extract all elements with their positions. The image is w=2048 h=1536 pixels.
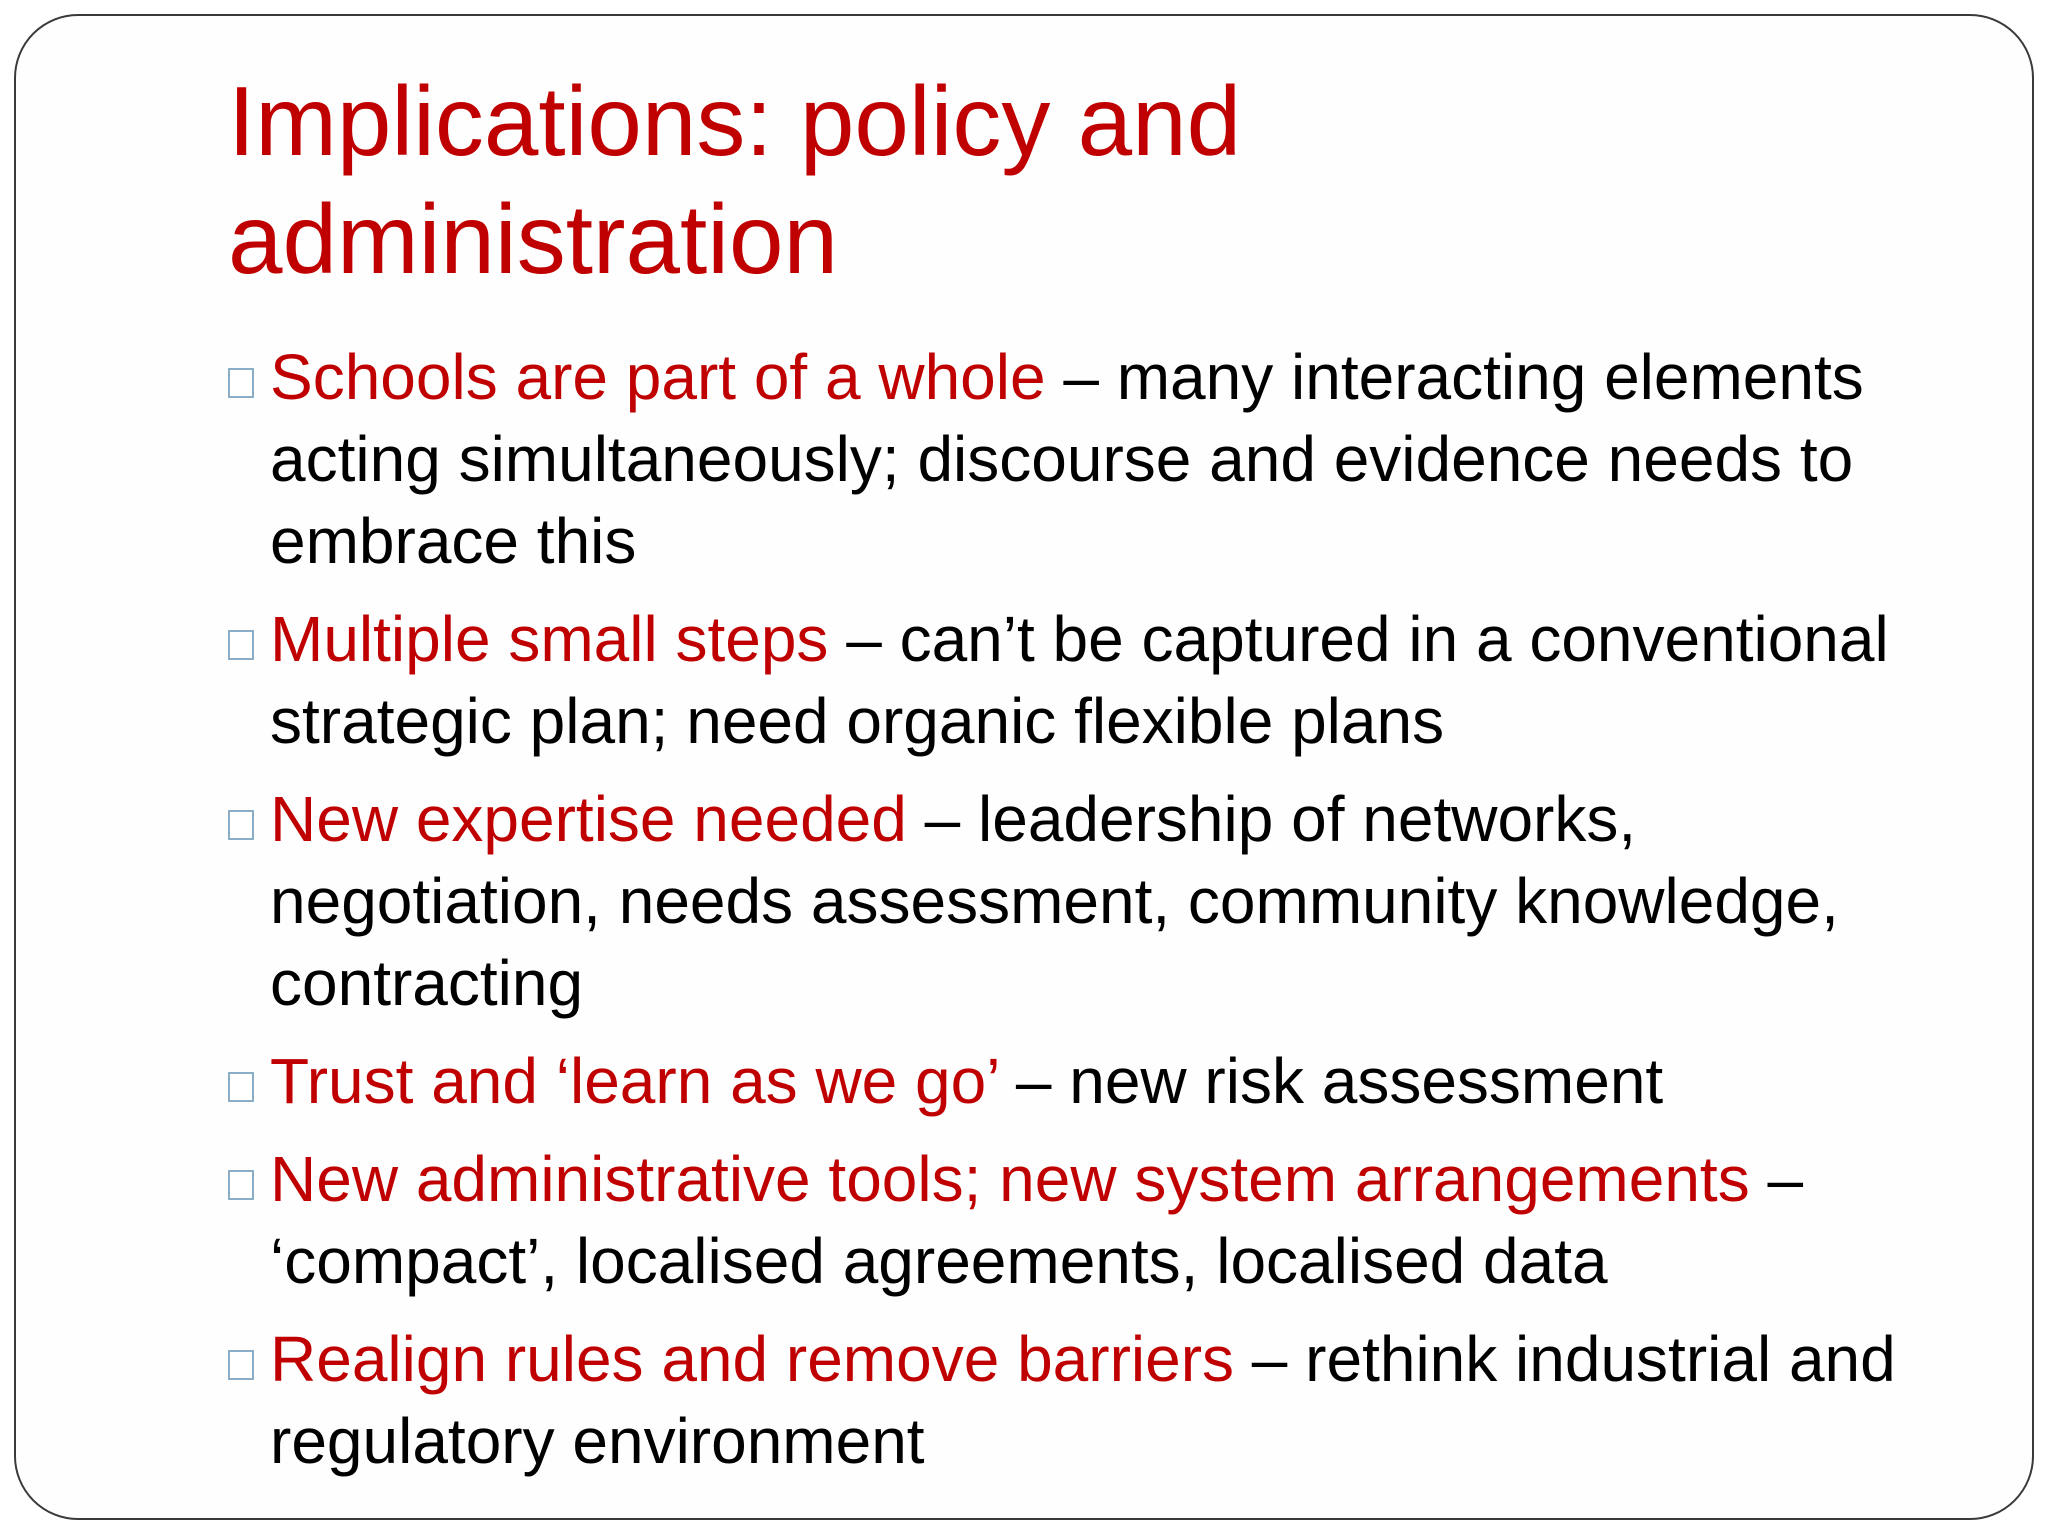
slide-frame bbox=[14, 14, 2034, 1520]
bullet-lead: Multiple small steps bbox=[270, 603, 829, 675]
bullet-lead: Realign rules and remove barriers bbox=[270, 1323, 1234, 1395]
bullet-lead: New administrative tools; new system arrangements bbox=[270, 1143, 1750, 1215]
bullet-text bbox=[270, 1318, 1976, 1482]
bullet-rest: – can’t be captured in a conventional strategic plan; need organic flexible plans bbox=[270, 603, 1889, 757]
bullet-rest: – leadership of networks, negotiation, needs assessment, community knowledge, contracting bbox=[270, 783, 1839, 1019]
bullet-rest: – ‘compact’, localised agreements, localised data bbox=[270, 1143, 1804, 1297]
square-bullet-icon bbox=[228, 368, 254, 398]
bullet-list bbox=[16, 336, 2034, 1498]
bullet-lead: New expertise needed bbox=[270, 783, 907, 855]
bullet-item bbox=[16, 336, 2034, 582]
square-bullet-icon bbox=[228, 1170, 254, 1200]
bullet-text bbox=[270, 598, 1976, 762]
bullet-rest: – new risk assessment bbox=[998, 1045, 1664, 1117]
bullet-lead: Schools are part of a whole bbox=[270, 341, 1046, 413]
bullet-item bbox=[16, 598, 2034, 762]
bullet-text bbox=[270, 336, 1976, 582]
bullet-text bbox=[270, 778, 1976, 1024]
bullet-rest: – many interacting elements acting simultaneously; discourse and evidence needs to embrace this bbox=[270, 341, 1864, 577]
bullet-item bbox=[16, 1318, 2034, 1482]
square-bullet-icon bbox=[228, 630, 254, 660]
square-bullet-icon bbox=[228, 1350, 254, 1380]
bullet-rest: – rethink industrial and regulatory environment bbox=[270, 1323, 1896, 1477]
bullet-item bbox=[16, 778, 2034, 1024]
square-bullet-icon bbox=[228, 1072, 254, 1102]
bullet-text bbox=[270, 1040, 1976, 1122]
bullet-lead: Trust and ‘learn as we go’ bbox=[270, 1045, 999, 1117]
slide-title: Implications: policy and administration bbox=[228, 66, 1242, 294]
bullet-text bbox=[270, 1138, 1976, 1302]
bullet-item bbox=[16, 1040, 2034, 1122]
bullet-item bbox=[16, 1138, 2034, 1302]
square-bullet-icon bbox=[228, 810, 254, 840]
